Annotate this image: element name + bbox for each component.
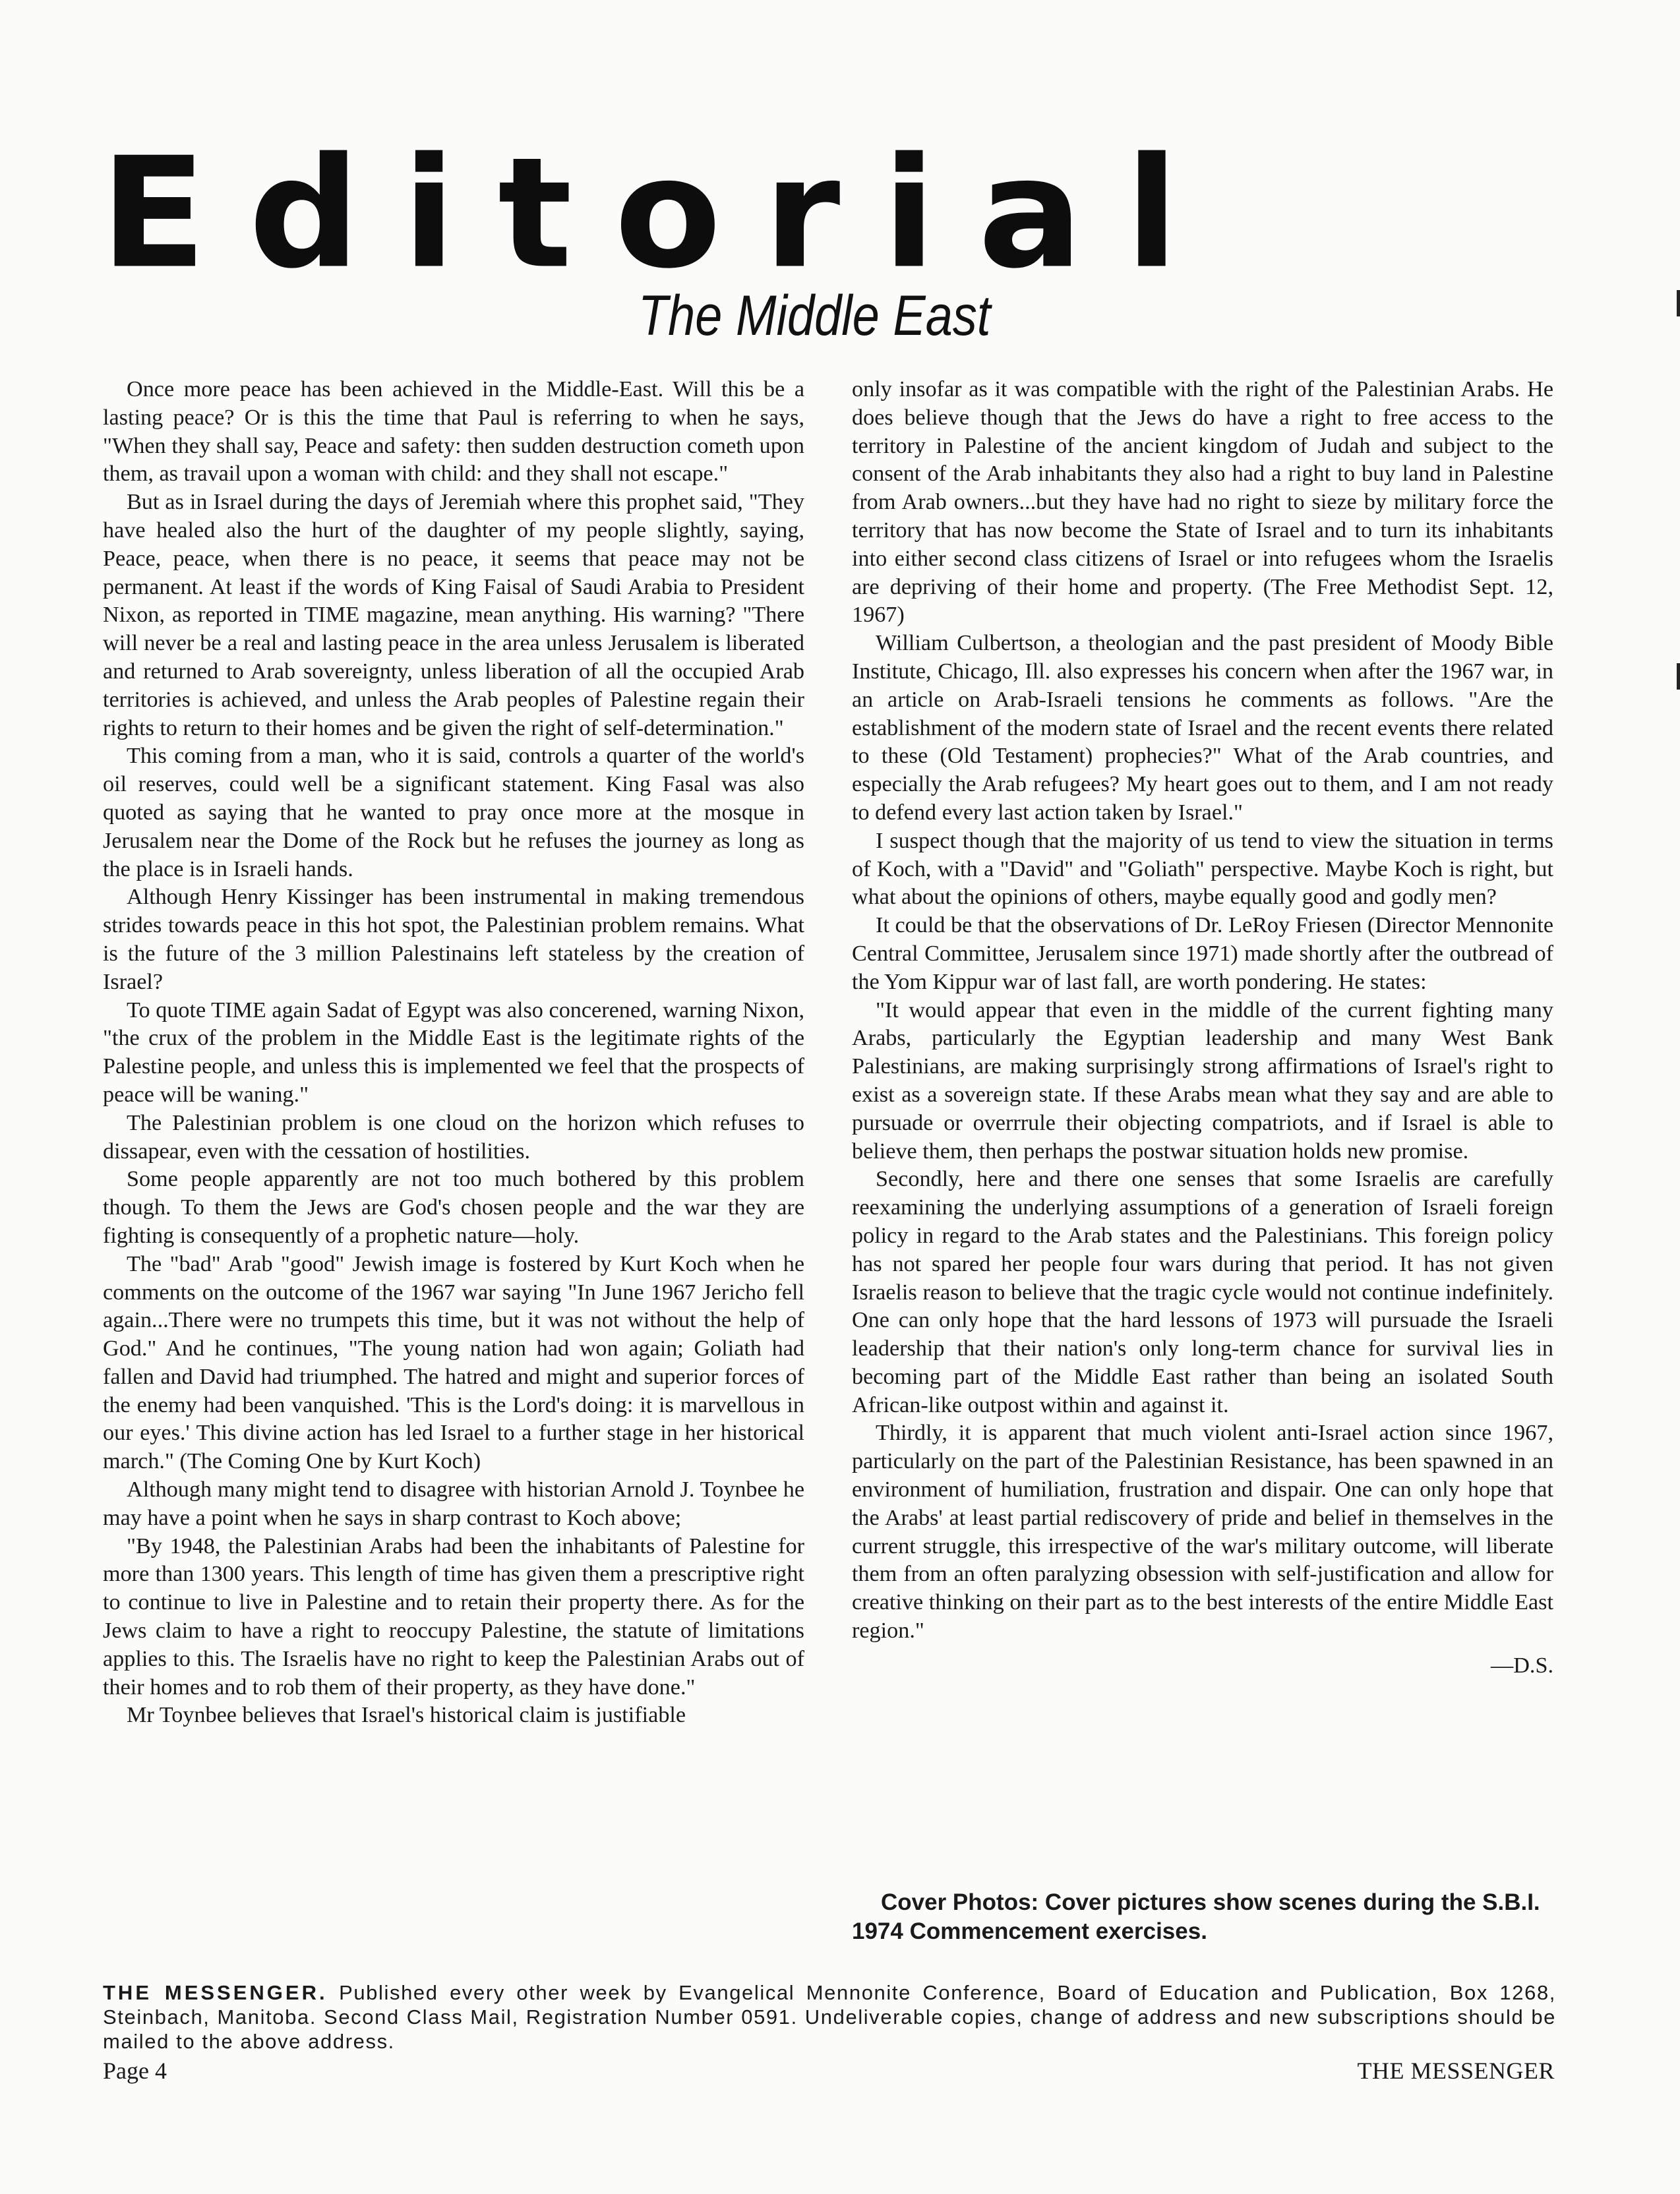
article-title: The Middle East bbox=[638, 284, 990, 347]
paragraph: William Culbertson, a theologian and the past president of Moody Bible Institute, Chicago, Ill. also expresses his concern when after the 1967 war, in an article on Arab-Israeli tensions he comments as follows. "Are the establishment of the modern state of Israel and the recent events there related to these (Old Testament) prophecies?" What of the Arab countries, and especially the Arab refugees? My heart goes out to them, and I am not ready to defend every last action taken by Israel." bbox=[852, 631, 1553, 825]
paragraph: Secondly, here and there one senses that some Israelis are carefully reexamining the underlying assumptions of a generation of Israeli foreign policy in regard to the Arab states and the Palestinians. This foreign policy has not spared her people four wars during that period. It has not given Israelis reason to believe that the tragic cycle would not continue indefinitely. One can only hope that the hard lessons of 1973 will pursuade the Israeli leadership that their nation's only long-term chance for survival lies in becoming part of the Middle East rather than being an isolated South African-like outpost within and against it. bbox=[852, 1167, 1553, 1417]
paragraph: "It would appear that even in the middle of the current fighting many Arabs, particularly the Egyptian leadership and many West Bank Palestinians, are making surprisingly strong affirmations of Israel's right to exist as a sovereign state. If these Arabs mean what they say and are able to pursuade or overrrule their objecting compatriots, and if Israel is able to believe them, then perhaps the postwar situation holds new promise. bbox=[852, 997, 1553, 1164]
paragraph: "By 1948, the Palestinian Arabs had been the inhabitants of Palestine for more than 1300 years. This length of time has given them a prescriptive right to continue to live in Palestine and to retain their property there. As for the Jews claim to have a right to reoccupy Palestine, the statute of limitations applies to this. The Israelis have no right to keep the Palestinian Arabs out of their homes and to rob them of their property, as they have done." bbox=[103, 1533, 804, 1700]
publication-imprint bbox=[103, 1980, 1556, 2054]
paragraph: Some people apparently are not too much bothered by this problem though. To them the Jews are God's chosen people and the war they are fighting is consequently of a prophetic nature—holy. bbox=[103, 1167, 804, 1248]
scan-edge-mark bbox=[1677, 290, 1680, 316]
footer-publication: THE MESSENGER bbox=[1357, 2058, 1555, 2084]
cover-photos-note: Cover Photos: Cover pictures show scenes during the S.B.I. 1974 Commencement exercises. bbox=[852, 1889, 1540, 1944]
paragraph: To quote TIME again Sadat of Egypt was also concerened, warning Nixon, "the crux of the problem in the Middle East is the legitimate rights of the Palestine people, and unless this is implemented we feel that the prospects of peace will be waning." bbox=[103, 997, 804, 1107]
paragraph: But as in Israel during the days of Jeremiah where this prophet said, "They have healed also the hurt of the daughter of my people slightly, saying, Peace, peace, when there is no peace, it seems that peace may not be permanent. At least if the words of King Faisal of Saudi Arabia to President Nixon, as reported in TIME magazine, mean anything. His warning? "There will never be a real and lasting peace in the area unless Jerusalem is liberated and returned to Arab sovereignty, unless liberation of all the occupied Arab territories is achieved, and unless the Arab peoples of Palestine regain their rights to return to their homes and be given the right of self-determination." bbox=[103, 490, 804, 740]
page-number: Page 4 bbox=[103, 2058, 167, 2084]
paragraph: The Palestinian problem is one cloud on the horizon which refuses to dissapear, even with the cessation of hostilities. bbox=[103, 1110, 804, 1164]
paragraph: Mr Toynbee believes that Israel's historical claim is justifiable bbox=[127, 1703, 686, 1728]
paragraph: Although Henry Kissinger has been instrumental in making tremendous strides towards peace in this hot spot, the Palestinian problem remains. What is the future of the 3 million Palestinains left stateless by the creation of Israel? bbox=[103, 885, 804, 994]
paragraph: only insofar as it was compatible with the right of the Palestinian Arabs. He does believe though that the Jews do have a right to free access to the territory in Palestine of the ancient kingdom of Judah and subject to the consent of the Arab inhabitants they also had a right to buy land in Palestine from Arab owners...but they have had no right to sieze by military force the territory that has now become the State of Israel and to turn its inhabitants into either second class citizens of Israel or into refugees whom the Israelis are depriving of their home and property. (The Free Methodist Sept. 12, 1967) bbox=[852, 377, 1553, 628]
left-column bbox=[103, 376, 804, 1730]
paragraph: Once more peace has been achieved in the Middle-East. Will this be a lasting peace? Or is this the time that Paul is referring to when he says, "When they shall say, Peace and safety: then sudden destruction cometh upon them, as travail upon a woman with child: and they shall not escape." bbox=[103, 377, 804, 487]
imprint-text: Published every other week by Evangelical Mennonite Conference, Board of Education and Publication, Box 1268, Steinbach, Manitoba. Second Class Mail, Registration Number 0591. Undeliverable copies, change of address and new subscriptions should be mailed to the above address. bbox=[103, 1981, 1556, 2053]
masthead-title: Editorial bbox=[100, 124, 1221, 303]
right-column bbox=[852, 376, 1553, 1680]
paragraph: Thirdly, it is apparent that much violent anti-Israel action since 1967, particularly on the part of the Palestinian Resistance, has been spawned in an environment of humiliation, frustration and dispair. One can only hope that the Arabs' at least partial rediscovery of pride and belief in themselves in the current struggle, this irrespective of the war's military outcome, will liberate them from an often paralyzing obsession with self-justification and allow for creative thinking on their part as to the best interests of the entire Middle East region." bbox=[852, 1421, 1553, 1644]
author-signature: —D.S. bbox=[1491, 1653, 1553, 1678]
imprint-brand: THE MESSENGER. bbox=[103, 1981, 328, 2004]
paragraph: The "bad" Arab "good" Jewish image is fostered by Kurt Koch when he comments on the outcome of the 1967 war saying "In June 1967 Jericho fell again...There were no trumpets this time, but it was not without the help of God." And he continues, "The young nation had won again; Goliath had fallen and David had triumphed. The hatred and might and superior forces of the enemy had been vanquished. 'This is the Lord's doing: it is marvellous in our eyes.' This divine action has led Israel to a further stage in her historical march." (The Coming One by Kurt Koch) bbox=[103, 1251, 804, 1474]
paragraph: It could be that the observations of Dr. LeRoy Friesen (Director Mennonite Central Committee, Jerusalem since 1971) made shortly after the outbread of the Yom Kippur war of last fall, are worth pondering. He states: bbox=[852, 913, 1553, 994]
paragraph: I suspect though that the majority of us tend to view the situation in terms of Koch, with a "David" and "Goliath" perspective. Maybe Koch is right, but what about the opinions of others, maybe equally good and godly men? bbox=[852, 828, 1553, 910]
paragraph: This coming from a man, who it is said, controls a quarter of the world's oil reserves, could well be a significant statement. King Fasal was also quoted as saying that he wanted to pray once more at the mosque in Jerusalem near the Dome of the Rock but he refuses the journey as long as the place is in Israeli hands. bbox=[103, 744, 804, 881]
scan-edge-mark bbox=[1677, 663, 1680, 690]
paragraph: Although many might tend to disagree with historian Arnold J. Toynbee he may have a point when he says in sharp contrast to Koch above; bbox=[103, 1477, 804, 1530]
